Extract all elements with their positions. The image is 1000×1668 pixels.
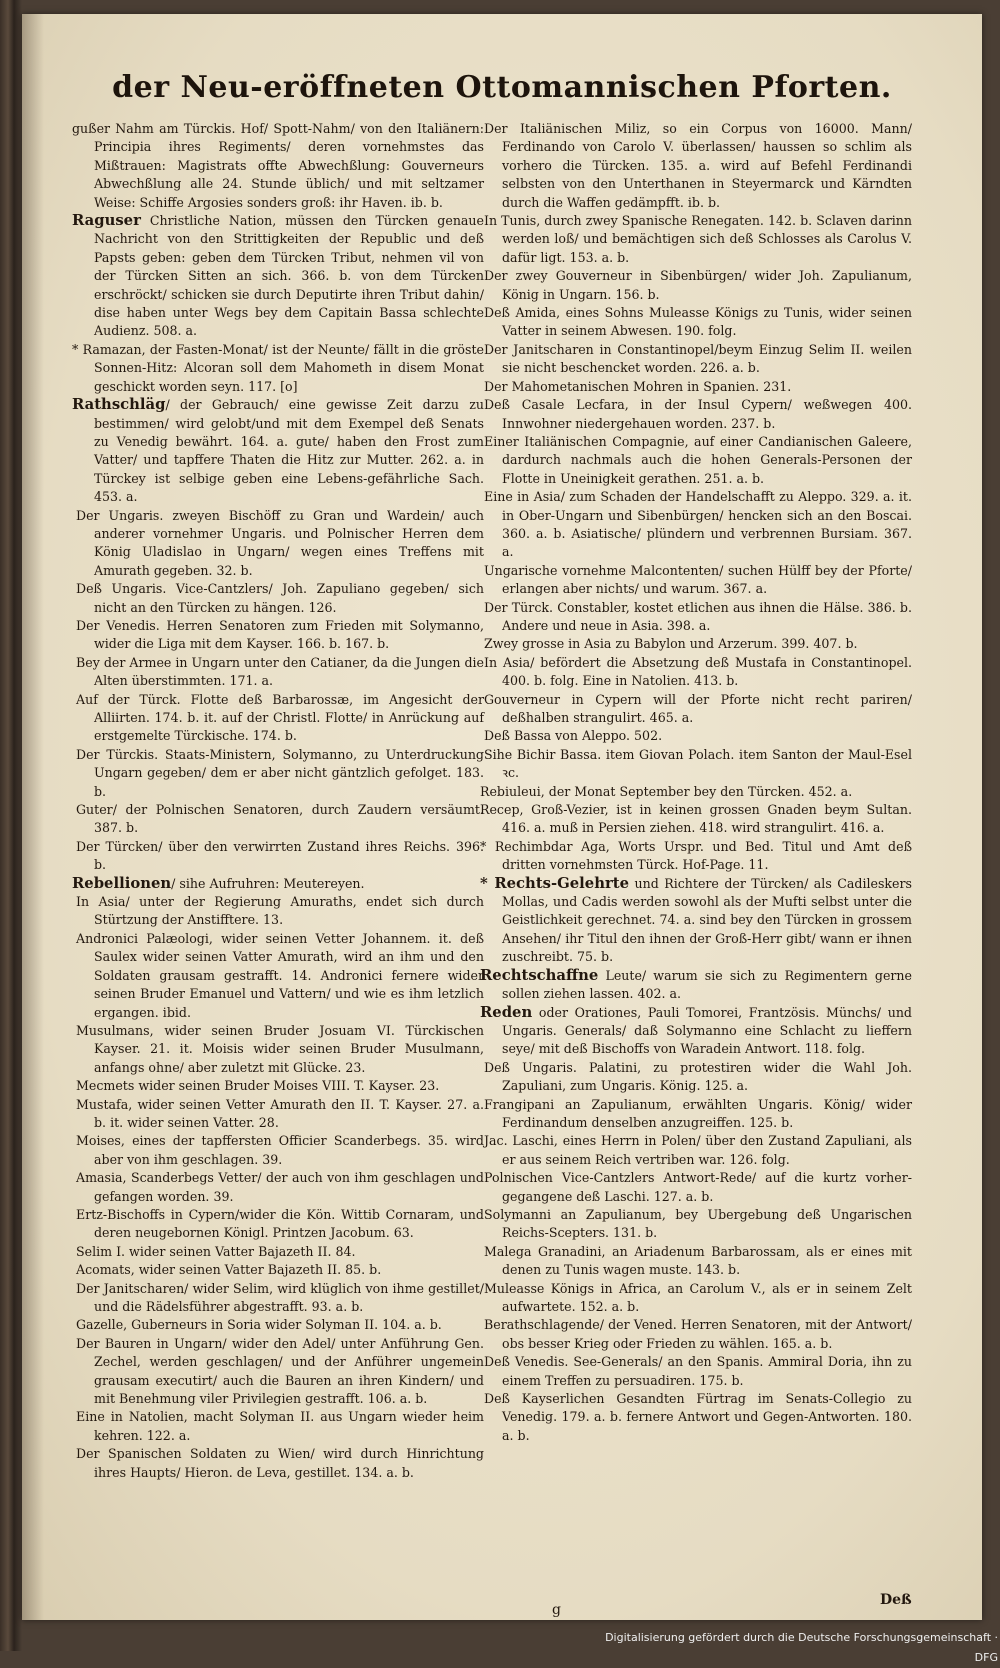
index-entry-text: Der Türckis. Staats-Ministern, Solymanno, zu Unterdruckung Ungarn gegeben/ dem er aber nicht gäntzlich gefolget. 183. b.	[76, 746, 484, 799]
index-entry-text: Polnischen Vice-Cantzlers Antwort-Rede/ auf die kurtz vorher-gegangene deß Laschi. 127. a. b.	[484, 1170, 912, 1204]
index-entry-text: Deß Kayserlichen Gesandten Fürtrag im Senats-Collegio zu Venedig. 179. a. b. fernere Antwort und Gegen-Antworten. 180. a. b.	[484, 1391, 912, 1443]
index-entry-text: Acomats, wider seinen Vatter Bajazeth II. 85. b.	[76, 1262, 382, 1278]
index-entry	[484, 304, 912, 341]
index-entry	[484, 341, 912, 378]
index-entry-text: Der zwey Gouverneur in Sibenbürgen/ wider Joh. Zapulianum, König in Ungarn. 156. b.	[484, 268, 912, 302]
index-entry-text: Der Türcken/ über den verwirrten Zustand ihres Reichs. 396. b.	[76, 838, 484, 873]
index-entry-text: Musulmans, wider seinen Bruder Josuam VI. Türckischen Kayser. 21. it. Moisis wider seinen Bruder Musulmann, anfangs ohne/ aber zuletzt mit Glücke. 23.	[76, 1022, 484, 1075]
index-entry	[76, 1243, 484, 1261]
index-entry-text: Einer Italiänischen Compagnie, auf einer Candianischen Galeere, dardurch nachmals auch die hohen Generals-Personen der Flotte in Uneinigkeit gerathen. 251. a. b.	[484, 433, 912, 486]
index-entry	[484, 691, 912, 728]
index-entry	[484, 1206, 912, 1243]
index-entry	[484, 654, 912, 691]
index-headword: Rathschläg	[72, 396, 166, 414]
index-entry	[76, 617, 484, 654]
index-entry	[480, 838, 912, 875]
index-entry-text: Der Spanischen Soldaten zu Wien/ wird durch Hinrichtung ihres Haupts/ Hieron. de Leva, gestillet. 134. a. b.	[76, 1446, 484, 1480]
index-entry-text: Solymanni an Zapulianum, bey Ubergebung deß Ungarischen Reichs-Scepters. 131. b.	[484, 1206, 912, 1241]
index-entry-text: / der Gebrauch/ eine gewisse Zeit darzu zu bestimmen/ wird gelobt/und mit dem Exempel deß Senats zu Venedig bewährt. 164. a. gute/ haben den Frost zum Vatter/ und tapffere Thaten die Hitz zur Mutter. 262. a. in Türckey ist selbige geben eine Lebens-gefährliche Sach. 453. a.	[94, 397, 484, 505]
index-entry	[76, 838, 484, 875]
book-page	[22, 14, 982, 1620]
index-entry	[76, 930, 484, 1022]
index-entry-text: In Asia/ befördert die Absetzung deß Mustafa in Constantinopel. 400. b. folg. Eine in Natolien. 413. b.	[484, 654, 912, 689]
index-entry	[484, 396, 912, 433]
index-entry-text: Der Venedis. Herren Senatoren zum Frieden mit Solymanno, wider die Liga mit dem Kayser. 166. b. 167. b.	[76, 617, 484, 652]
index-entry	[484, 562, 912, 599]
index-entry	[76, 1077, 484, 1095]
index-entry	[484, 1132, 912, 1169]
index-entry	[484, 1390, 912, 1445]
index-entry	[76, 1022, 484, 1077]
index-headword: Rebellionen	[72, 874, 172, 892]
index-headword: Rechtschaffne	[480, 966, 599, 984]
index-entry	[484, 1353, 912, 1390]
index-entry-text: Ertz-Bischoffs in Cypern/wider die Kön. Wittib Cornaram, und deren neugebornen Königl. Printzen Jacobum. 63.	[76, 1206, 484, 1241]
index-entry	[76, 1261, 484, 1279]
index-entry-text: Der Italiänischen Miliz, so ein Corpus von 16000. Mann/ Ferdinando von Carolo V. überlassen/ haussen so schlim als vorhero die Türcken. 135. a. wird auf Befehl Ferdinandi selbsten von den Unterthanen in Steyermarck und Kärndten durch die Waffen gedämpfft. ib. b.	[484, 121, 912, 210]
index-headword: Raguser	[72, 212, 141, 230]
index-entry	[484, 635, 912, 653]
index-column-right	[480, 120, 912, 1445]
running-header: der Neu-eröffneten Ottomannischen Pforten.	[112, 70, 892, 105]
index-entry	[480, 1003, 912, 1059]
index-entry	[76, 746, 484, 801]
index-entry-text: In Tunis, durch zwey Spanische Renegaten. 142. b. Sclaven darinn werden loß/ und bemächtigen sich deß Schlosses als Carolus V. dafür ligt. 153. a. b.	[484, 213, 912, 265]
index-entry	[484, 1169, 912, 1206]
index-entry	[72, 396, 484, 506]
index-entry	[76, 801, 484, 838]
index-entry	[484, 1316, 912, 1353]
index-entry-text: Sihe Bichir Bassa. item Giovan Polach. item Santon der Maul-Esel ꝛc.	[484, 746, 912, 781]
index-entry	[76, 1316, 484, 1334]
index-entry	[480, 966, 912, 1004]
index-entry	[484, 1059, 912, 1096]
index-entry-text: Berathschlagende/ der Vened. Herren Senatoren, mit der Antwort/ obs besser Krieg oder Frieden zu wählen. 165. a. b.	[484, 1317, 912, 1351]
index-entry-text: Mustafa, wider seinen Vetter Amurath den II. T. Kayser. 27. a. b. it. wider seinen Vatter. 28.	[76, 1096, 484, 1130]
index-entry-text: Frangipani an Zapulianum, erwählten Ungaris. König/ wider Ferdinandum denselben anzugreiffen. 125. b.	[484, 1096, 912, 1130]
index-entry-text: Recep, Groß-Vezier, ist in keinen grossen Gnaden beym Sultan. 416. a. muß in Persien ziehen. 418. wird strangulirt. 416. a.	[480, 802, 912, 836]
index-entry	[484, 1096, 912, 1133]
index-entry-text: Auf der Türck. Flotte deß Barbarossæ, im Angesicht der Alliirten. 174. b. it. auf der Christl. Flotte/ in Anrückung auf erstgemelte Türckische. 174. b.	[76, 691, 484, 744]
index-entry	[76, 1280, 484, 1317]
index-entry-text: Moises, eines der tapffersten Officier Scanderbegs. 35. wird aber von ihm geschlagen. 39.	[76, 1133, 484, 1167]
index-entry	[76, 654, 484, 691]
index-entry	[76, 1335, 484, 1409]
index-entry-text: Amasia, Scanderbegs Vetter/ der auch von ihm geschlagen und gefangen worden. 39.	[76, 1170, 484, 1204]
index-entry-text: Muleasse Königs in Africa, an Carolum V., als er in seinem Zelt aufwartete. 152. a. b.	[484, 1280, 912, 1314]
index-entry-text: oder Orationes, Pauli Tomorei, Frantzösis. Münchs/ und Ungaris. Generals/ daß Solymanno eine Schlacht zu lieffern seye/ mit deß Bischoffs von Waradein Antwort. 118. folg.	[502, 1004, 912, 1057]
index-entry-text: Gouverneur in Cypern will der Pforte nicht recht pariren/ deßhalben strangulirt. 465. a.	[484, 691, 912, 725]
index-entry-text: Der Mahometanischen Mohren in Spanien. 231.	[484, 378, 792, 394]
index-headword: * Rechts-Gelehrte	[480, 874, 630, 892]
index-entry-text: / sihe Aufruhren: Meutereyen.	[171, 875, 365, 891]
index-entry-text: * Ramazan, der Fasten-Monat/ ist der Neunte/ fällt in die gröste Sonnen-Hitz: Alcoran soll dem Mahometh in disem Monat geschickt worden seyn. 117. [o]	[72, 341, 484, 394]
index-entry-text: Ungarische vornehme Malcontenten/ suchen Hülff bey der Pforte/ erlangen aber nichts/ und warum. 367. a.	[484, 562, 912, 597]
index-entry	[76, 893, 484, 930]
index-entry	[480, 874, 912, 967]
index-entry-text: Deß Venedis. See-Generals/ an den Spanis. Ammiral Doria, ihn zu einem Treffen zu persuadiren. 175. b.	[484, 1354, 912, 1388]
index-entry-text: Der Janitscharen in Constantinopel/beym Einzug Selim II. weilen sie nicht beschencket worden. 226. a. b.	[484, 341, 912, 376]
index-entry	[76, 1096, 484, 1133]
index-entry	[484, 120, 912, 212]
index-column-left	[72, 120, 484, 1482]
index-entry-text: Eine in Natolien, macht Solyman II. aus Ungarn wieder heim kehren. 122. a.	[76, 1409, 484, 1443]
index-entry-text: Deß Ungaris. Palatini, zu protestiren wider die Wahl Joh. Zapuliani, zum Ungaris. König. 125. a.	[484, 1059, 912, 1094]
index-entry	[484, 1243, 912, 1280]
index-entry-text: Malega Granadini, an Ariadenum Barbarossam, als er eines mit denen zu Tunis wagen muste. 143. b.	[484, 1243, 912, 1278]
index-entry-text: Gazelle, Guberneurs in Soria wider Solyman II. 104. a. b.	[76, 1317, 442, 1333]
index-entry	[480, 801, 912, 838]
index-entry	[76, 1206, 484, 1243]
index-entry-text: Andronici Palæologi, wider seinen Vetter Johannem. it. deß Saulex wider seinen Vatter Amurath, wird an ihm und den Soldaten grausam gestrafft. 14. Andronici fernere wider seinen Bruder Emanuel und Vattern/ und wie es ihm letzlich ergangen. ibid.	[76, 930, 484, 1020]
index-entry	[480, 783, 912, 801]
index-entry	[76, 580, 484, 617]
index-entry-text: Deß Bassa von Aleppo. 502.	[484, 728, 663, 744]
index-entry	[484, 599, 912, 636]
index-entry	[72, 120, 484, 212]
index-entry-text: Leute/ warum sie sich zu Regimentern gerne sollen ziehen lassen. 402. a.	[502, 967, 912, 1002]
digitization-credit: Digitalisierung gefördert durch die Deutsche Forschungsgemeinschaft · DFG	[605, 1631, 998, 1664]
index-entry	[484, 267, 912, 304]
index-entry	[76, 1169, 484, 1206]
index-entry-text: Christliche Nation, müssen den Türcken genaue Nachricht von den Strittigkeiten der Republic und deß Papsts geben: geben dem Türcken Tribut, nehmen vil von der Türcken Sitten an sich. 366. b. von dem Türcken erschröckt/ schicken sie durch Deputirte ihren Tribut dahin/ dise haben unter Wegs bey dem Capitain Bassa schlechte Audienz. 508. a.	[94, 213, 484, 339]
index-entry	[76, 1132, 484, 1169]
index-entry	[484, 1280, 912, 1317]
index-entry	[72, 212, 484, 341]
index-entry-text: Eine in Asia/ zum Schaden der Handelschafft zu Aleppo. 329. a. it. in Ober-Ungarn und Sibenbürgen/ hencken sich an den Boscai. 360. a. b. Asiatische/ plündern und verbrennen Bursiam. 367. a.	[484, 489, 912, 560]
index-entry-text: Der Türck. Constabler, kostet etlichen aus ihnen die Hälse. 386. b. Andere und neue in Asia. 398. a.	[484, 599, 912, 633]
signature-mark: g	[552, 1602, 561, 1618]
index-entry-text: und Richtere der Türcken/ als Cadileskers Mollas, und Cadis werden sowohl als der Mufti selbst unter die Geistlichkeit gerechnet. 74. a. sind bey den Türcken in grossem Ansehen/ ihr Titul den ihnen der Groß-Herr gibt/ wann er ihnen zuschreibt. 75. b.	[502, 875, 912, 965]
index-entry	[72, 341, 484, 396]
index-entry-text: gußer Nahm am Türckis. Hof/ Spott-Nahm/ von den Italiänern: Principia ihres Regiments/ deren vornehmstes das Mißtrauen: Magistrats offte Abwechßlung: Gouverneurs Abwechßlung alle 24. Stunde üblich/ und mit seltzamer Weise: Schiffe Argosies sonders groß: ihr Haven. ib. b.	[72, 121, 484, 210]
index-entry	[76, 507, 484, 581]
index-entry-text: Der Bauren in Ungarn/ wider den Adel/ unter Anführung Gen. Zechel, werden geschlagen/ und der Anführer ungemein grausam executirt/ auch die Bauren an ihren Kindern/ und mit Benehmung viler Privilegien gestrafft. 106. a. b.	[76, 1335, 484, 1407]
index-entry	[72, 874, 484, 893]
index-entry-text: In Asia/ unter der Regierung Amuraths, endet sich durch Stürtzung der Anstifftere. 13.	[76, 894, 484, 928]
index-entry	[76, 1408, 484, 1445]
index-entry-text: Bey der Armee in Ungarn unter den Catianer, da die Jungen die Alten überstimmten. 171. a.	[76, 654, 484, 689]
index-entry-text: * Rechimbdar Aga, Worts Urspr. und Bed. Titul und Amt deß dritten vornehmsten Türck. Hof-Page. 11.	[480, 838, 912, 873]
index-entry-text: Deß Casale Lecfara, in der Insul Cypern/ weßwegen 400. Innwohner niedergehauen worden. 237. b.	[484, 397, 912, 431]
index-entry-text: Rebiuleui, der Monat September bey den Türcken. 452. a.	[480, 783, 853, 799]
index-entry	[484, 212, 912, 267]
index-entry	[484, 488, 912, 562]
index-entry-text: Der Ungaris. zweyen Bischöff zu Gran und Wardein/ auch anderer vornehmer Ungaris. und Polnischer Herren dem König Uladislao in Ungarn/ wegen eines Treffens mit Amurath gegeben. 32. b.	[76, 507, 484, 578]
index-entry-text: Jac. Laschi, eines Herrn in Polen/ über den Zustand Zapuliani, als er aus seinem Reich vertriben war. 126. folg.	[484, 1133, 912, 1167]
index-entry-text: Der Janitscharen/ wider Selim, wird klüglich von ihme gestillet/ und die Rädelsführer abgestrafft. 93. a. b.	[76, 1280, 484, 1314]
index-entry	[484, 727, 912, 745]
index-entry-text: Selim I. wider seinen Vatter Bajazeth II. 84.	[76, 1243, 356, 1259]
index-entry	[76, 1445, 484, 1482]
index-entry-text: Deß Amida, eines Sohns Muleasse Königs zu Tunis, wider seinen Vatter in seinem Abwesen. 190. folg.	[484, 305, 912, 339]
index-entry	[76, 691, 484, 746]
index-entry	[484, 378, 912, 396]
index-entry-text: Guter/ der Polnischen Senatoren, durch Zaudern versäumt. 387. b.	[76, 802, 484, 836]
index-entry	[484, 746, 912, 783]
index-entry-text: Mecmets wider seinen Bruder Moises VIII. T. Kayser. 23.	[76, 1078, 440, 1094]
index-headword: Reden	[480, 1003, 533, 1021]
index-entry-text: Deß Ungaris. Vice-Cantzlers/ Joh. Zapuliano gegeben/ sich nicht an den Türcken zu hängen. 126.	[76, 581, 484, 615]
index-entry-text: Zwey grosse in Asia zu Babylon und Arzerum. 399. 407. b.	[484, 636, 858, 652]
catchword: Deß	[880, 1592, 912, 1608]
index-entry	[484, 433, 912, 488]
